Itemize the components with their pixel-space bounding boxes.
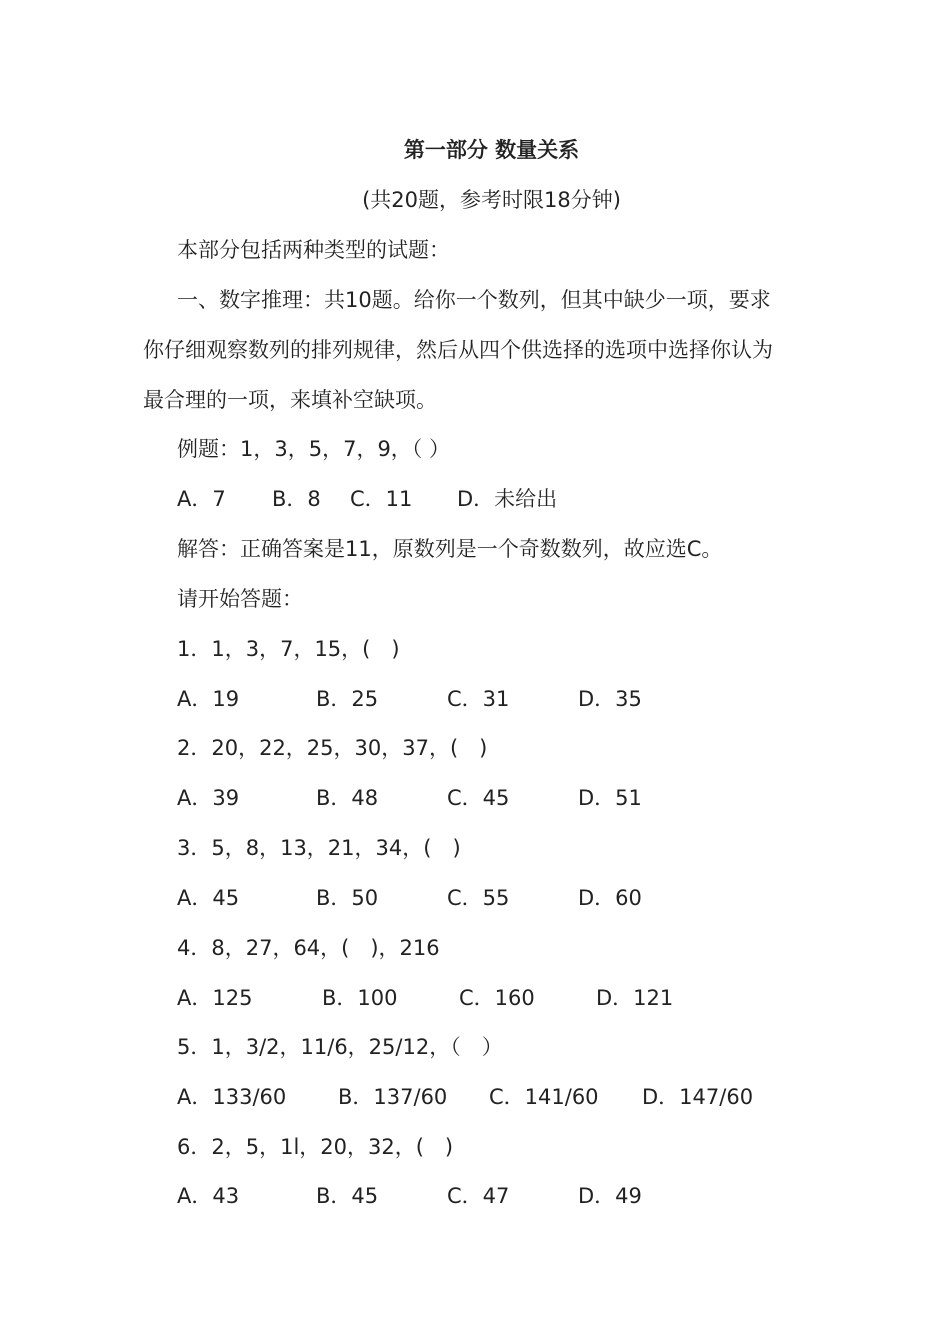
question-2: 2．20，22，25，30，37，( ) [177,736,488,760]
q3-option-d: D．60 [578,886,642,910]
example-answer: 解答：正确答案是11，原数列是一个奇数数列，故应选C。 [177,537,723,561]
section1-line2: 你仔细观察数列的排列规律，然后从四个供选择的选项中选择你认为 [143,338,773,362]
q4-option-b: B．100 [322,986,398,1010]
example-option-a: A．7 [177,487,226,511]
start-prompt: 请开始答题： [177,587,303,611]
example-option-d: D．未给出 [457,487,558,511]
q2-option-d: D．51 [578,786,642,810]
question-3: 3．5，8，13，21，34，( ) [177,836,461,860]
question-1: 1．1，3，7，15，( ) [177,637,400,661]
q5-option-b: B．137/60 [338,1085,448,1109]
q1-option-b: B．25 [316,687,379,711]
question-4: 4．8，27，64，( )，216 [177,936,440,960]
q4-option-d: D．121 [596,986,674,1010]
question-5: 5．1，3/2，11/6，25/12，（ ） [177,1035,503,1059]
q3-option-b: B．50 [316,886,379,910]
q1-option-a: A．19 [177,687,240,711]
q6-option-d: D．49 [578,1184,642,1208]
q5-option-d: D．147/60 [642,1085,754,1109]
q5-option-a: A．133/60 [177,1085,287,1109]
question-6: 6．2，5，1l，20，32，( ) [177,1135,454,1159]
q4-option-c: C．160 [459,986,535,1010]
q1-option-d: D．35 [578,687,642,711]
example-option-b: B．8 [272,487,321,511]
q4-option-a: A．125 [177,986,253,1010]
q1-option-c: C．31 [447,687,510,711]
example-question: 例题：1，3，5，7，9，（ ） [177,437,450,461]
section-subtitle: (共20题，参考时限18分钟) [362,188,621,212]
example-option-c: C．11 [350,487,413,511]
q2-option-a: A．39 [177,786,240,810]
q2-option-b: B．48 [316,786,379,810]
section-title: 第一部分 数量关系 [403,138,580,162]
section1-line1: 一、数字推理：共10题。给你一个数列，但其中缺少一项，要求 [177,288,771,312]
q6-option-c: C．47 [447,1184,510,1208]
section1-line3: 最合理的一项，来填补空缺项。 [143,388,437,412]
q6-option-a: A．43 [177,1184,240,1208]
q2-option-c: C．45 [447,786,510,810]
q5-option-c: C．141/60 [489,1085,599,1109]
q6-option-b: B．45 [316,1184,379,1208]
intro-text: 本部分包括两种类型的试题： [177,238,450,262]
q3-option-a: A．45 [177,886,240,910]
q3-option-c: C．55 [447,886,510,910]
